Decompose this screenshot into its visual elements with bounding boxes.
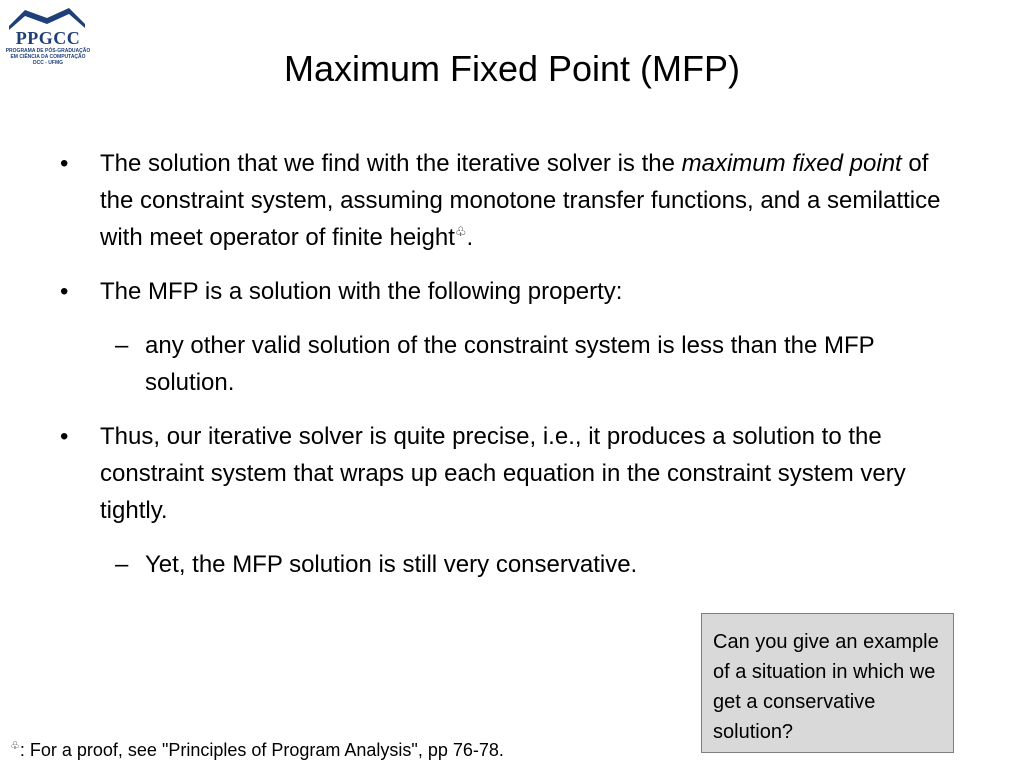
dash-mark: –	[115, 332, 129, 359]
logo-title: PPGCC	[15, 28, 81, 48]
emphasis-mfp: maximum fixed point	[681, 150, 902, 177]
subbullet-less-than: – any other valid solution of the constraint system is less than the MFP solution.	[60, 327, 960, 401]
slide-content	[60, 145, 960, 600]
bullet-mark: •	[60, 278, 69, 305]
question-callout: Can you give an example of a situation in which we get a conservative solution?	[701, 613, 954, 753]
dash-mark: –	[115, 551, 129, 578]
bullet-mark: •	[60, 423, 69, 450]
bullet-mark: •	[60, 150, 69, 177]
slide-title: Maximum Fixed Point (MFP)	[283, 48, 741, 89]
footnote-text: : For a proof, see "Principles of Program Analysis", pp 76-78.	[19, 740, 504, 760]
footnote-symbol: ♧	[10, 740, 20, 752]
bullet-mfp-property: • The MFP is a solution with the following property:	[60, 273, 960, 310]
bullet-mfp-definition: • The solution that we find with the iterative solver is the maximum fixed point of the constraint system, assuming monotone transfer functions, and a semilattice with meet operator of finite height♧.	[60, 145, 960, 256]
footnote-marker: ♧	[454, 224, 467, 239]
footnote	[10, 738, 504, 762]
subbullet-conservative: – Yet, the MFP solution is still very conservative.	[60, 546, 960, 583]
logo-subtitle: PROGRAMA DE PÓS-GRADUAÇÃO EM CIÊNCIA DA COMPUTAÇÃO DCC - UFMG	[5, 48, 91, 66]
bullet-precise-solver: • Thus, our iterative solver is quite precise, i.e., it produces a solution to the constraint system that wraps up each equation in the constraint system very tightly.	[60, 418, 960, 529]
